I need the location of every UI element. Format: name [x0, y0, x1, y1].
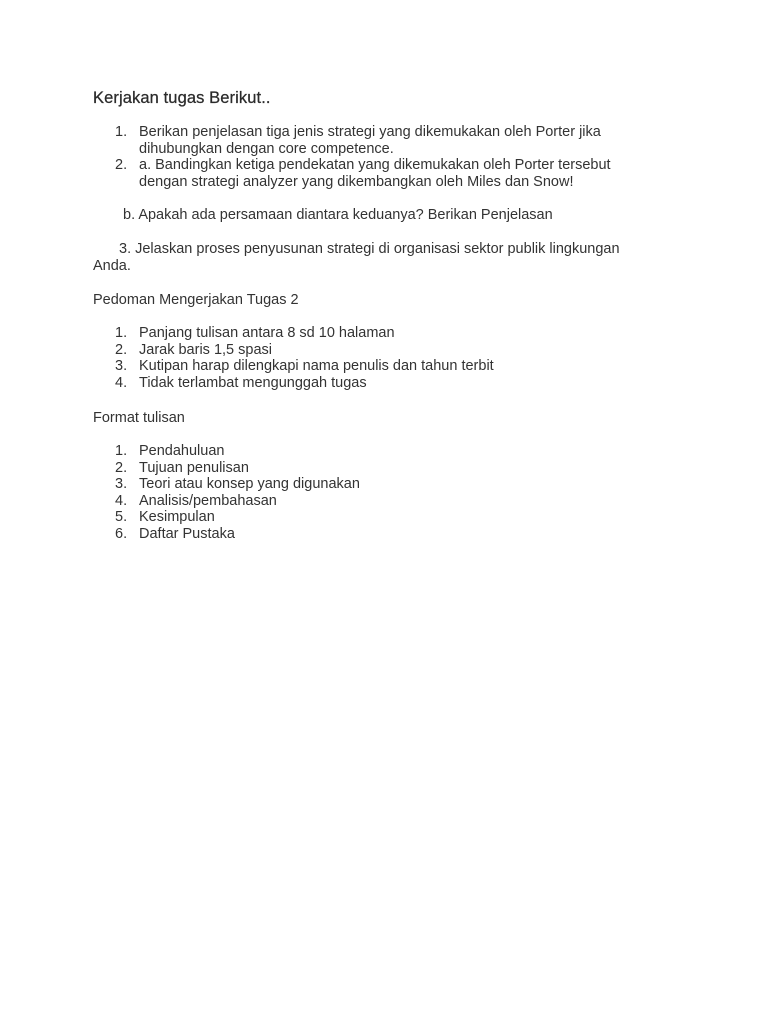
- guidelines-title: Pedoman Mengerjakan Tugas 2: [93, 292, 299, 308]
- task-3-line-2: Anda.: [93, 258, 131, 274]
- list-number: 3.: [115, 358, 128, 375]
- task-line: dihubungkan dengan core competence.: [139, 140, 394, 157]
- list-number: 2.: [115, 341, 128, 358]
- task-number: 2.: [115, 157, 128, 174]
- list-text: Kutipan harap dilengkapi nama penulis dan tahun terbit: [139, 358, 494, 375]
- list-item: [93, 460, 360, 477]
- list-number: 5.: [115, 509, 128, 526]
- task-2b: b. Apakah ada persamaan diantara keduanya? Berikan Penjelasan: [123, 207, 553, 223]
- list-number: 3.: [115, 476, 128, 493]
- list-item: [93, 358, 494, 375]
- list-text: Panjang tulisan antara 8 sd 10 halaman: [139, 325, 395, 341]
- task-list: [93, 124, 611, 190]
- list-text: Teori atau konsep yang digunakan: [139, 476, 360, 493]
- list-item: [93, 493, 360, 510]
- list-text: Tujuan penulisan: [139, 459, 249, 476]
- task-number: 1.: [115, 124, 128, 140]
- task-item-1: [93, 124, 611, 157]
- list-item: [93, 443, 360, 460]
- list-text: Pendahuluan: [139, 443, 225, 459]
- list-text: Kesimpulan: [139, 509, 215, 526]
- list-text: Jarak baris 1,5 spasi: [139, 341, 272, 358]
- guidelines-list: [93, 325, 494, 391]
- list-item: [93, 509, 360, 526]
- list-number: 6.: [115, 525, 128, 542]
- list-number: 1.: [115, 325, 128, 341]
- document-heading: Kerjakan tugas Berikut..: [93, 89, 271, 107]
- list-number: 2.: [115, 459, 128, 476]
- list-number: 4.: [115, 374, 128, 391]
- task-line: a. Bandingkan ketiga pendekatan yang dikemukakan oleh Porter tersebut: [139, 157, 611, 174]
- task-line: Berikan penjelasan tiga jenis strategi yang dikemukakan oleh Porter jika: [139, 124, 601, 140]
- list-number: 4.: [115, 492, 128, 509]
- list-item: [93, 342, 494, 359]
- list-number: 1.: [115, 443, 128, 459]
- list-item: [93, 526, 360, 543]
- list-text: Daftar Pustaka: [139, 525, 235, 542]
- list-item: [93, 325, 494, 342]
- task-3-line-1: 3. Jelaskan proses penyusunan strategi di organisasi sektor publik lingkungan: [119, 241, 620, 257]
- task-item-2: [93, 157, 611, 190]
- list-text: Analisis/pembahasan: [139, 492, 277, 509]
- format-list: [93, 443, 360, 543]
- list-item: [93, 476, 360, 493]
- task-line: dengan strategi analyzer yang dikembangkan oleh Miles dan Snow!: [139, 173, 574, 190]
- list-item: [93, 375, 494, 392]
- format-title: Format tulisan: [93, 410, 185, 426]
- list-text: Tidak terlambat mengunggah tugas: [139, 374, 367, 391]
